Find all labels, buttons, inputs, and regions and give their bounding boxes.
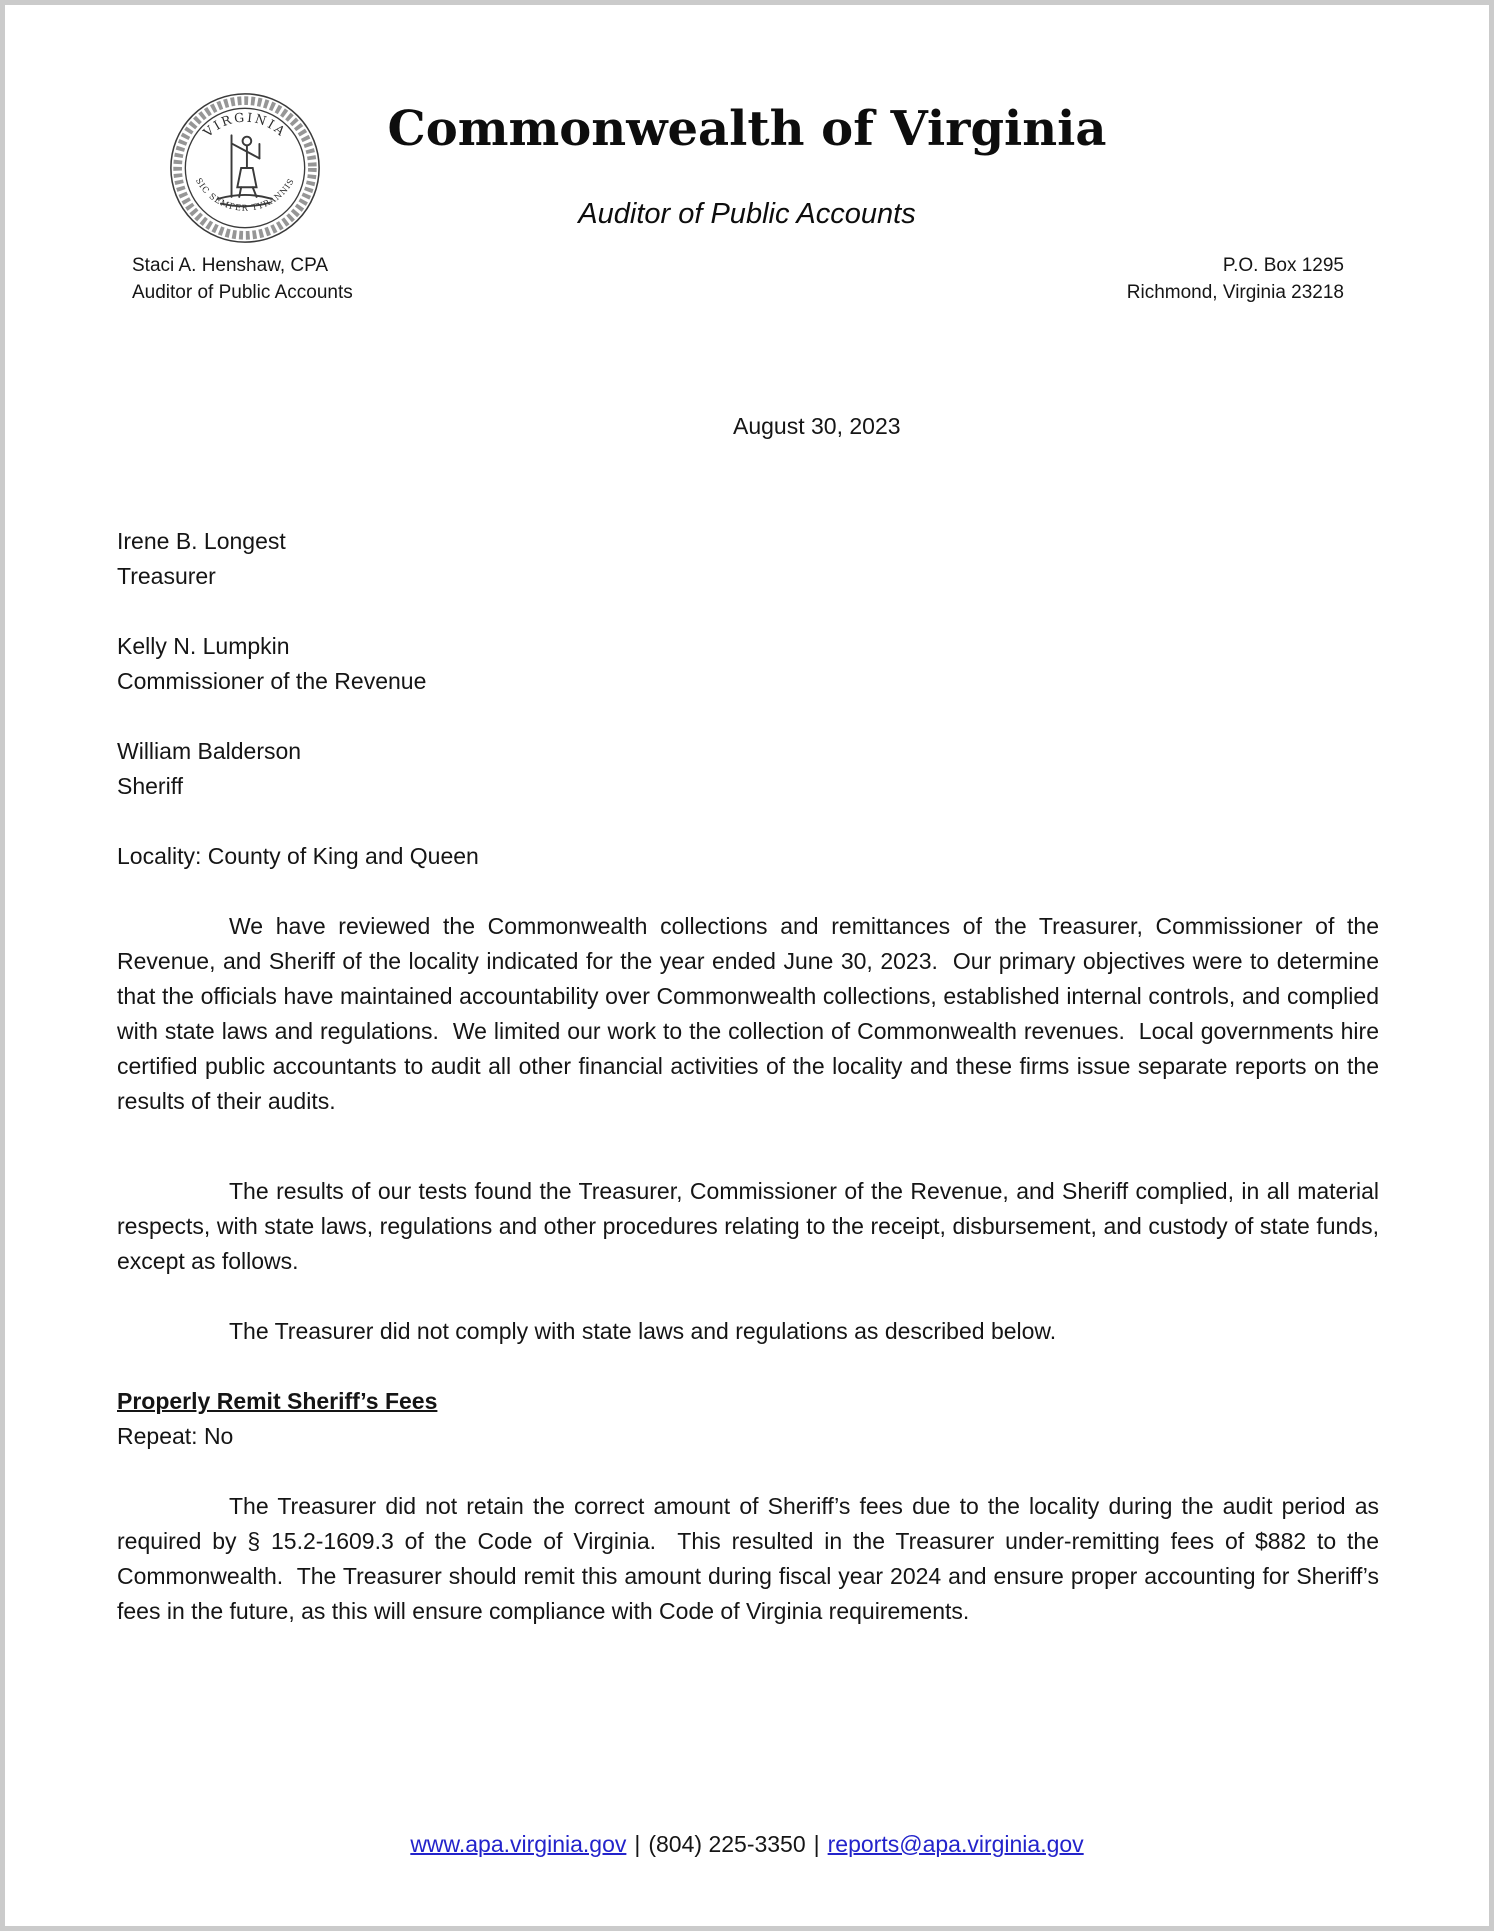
finding-paragraph: The Treasurer did not retain the correct amount of Sheriff’s fees due to the locality during the audit period as required by § 15.2-1609.3 of the Code of Virginia. This resulted in the Treasurer under-remitting fees of $882 to the Commonwealth. The Treasurer should remit this amount during fiscal year 2024 and ensure proper accounting for Sheriff’s fees in the future, as this will ensure compliance with Code of Virginia requirements.	[117, 1493, 1386, 1624]
org-subtitle: Auditor of Public Accounts	[578, 198, 916, 230]
locality-line: Locality: County of King and Queen	[117, 843, 479, 869]
recipient-list	[117, 524, 1379, 804]
footer-separator: |	[813, 1831, 820, 1857]
finding-heading: Properly Remit Sheriff’s Fees	[117, 1388, 438, 1414]
recipient-name: Kelly N. Lumpkin	[117, 633, 290, 659]
address-block	[1127, 252, 1344, 306]
recipient-title: Sheriff	[117, 773, 184, 799]
body-paragraph: The Treasurer did not comply with state laws and regulations as described below.	[229, 1318, 1057, 1344]
official-block	[132, 252, 353, 306]
letter-footer	[5, 1827, 1489, 1862]
recipient-name: Irene B. Longest	[117, 528, 286, 554]
body-paragraph: We have reviewed the Commonwealth collections and remittances of the Treasurer, Commissioner of the Revenue, and Sheriff of the locality indicated for the year ended June 30, 2023. Our primary objectives were to determine that the officials have maintained accountability over Commonwealth collections, established internal controls, and complied with state laws and regulations. We limited our work to the collection of Commonwealth revenues. Local governments hire certified public accountants to audit all other financial activities of the locality and these firms issue separate reports on the results of their audits.	[117, 913, 1386, 1114]
seal-bottom-text: SIC SEMPER TYRANNIS	[193, 176, 297, 213]
letter-content	[117, 409, 1386, 1664]
recipient-block	[117, 734, 1379, 804]
official-title: Auditor of Public Accounts	[132, 282, 353, 303]
recipient-name: William Balderson	[117, 738, 302, 764]
address-city: Richmond, Virginia 23218	[1126, 282, 1344, 303]
phone-number: (804) 225-3350	[648, 1831, 806, 1857]
official-name: Staci A. Henshaw, CPA	[132, 255, 329, 276]
seal-top-text: VIRGINIA	[200, 109, 290, 140]
website-link[interactable]: www.apa.virginia.gov	[410, 1831, 627, 1857]
recipient-title: Treasurer	[117, 563, 216, 589]
email-link[interactable]: reports@apa.virginia.gov	[827, 1831, 1084, 1857]
body-paragraph: The results of our tests found the Treasurer, Commissioner of the Revenue, and Sheriff complied, in all material respects, with state laws, regulations and other procedures relating to the receipt, disbursement, and custody of state funds, except as follows.	[117, 1178, 1386, 1274]
finding-repeat-label: Repeat: No	[117, 1423, 234, 1449]
letter-date: August 30, 2023	[733, 413, 901, 439]
address-po-box: P.O. Box 1295	[1222, 255, 1344, 276]
org-title: Commonwealth of Virginia	[387, 101, 1107, 157]
recipient-block	[117, 524, 1379, 594]
footer-separator: |	[634, 1831, 641, 1857]
recipient-title: Commissioner of the Revenue	[117, 668, 427, 694]
recipient-block	[117, 629, 1379, 699]
